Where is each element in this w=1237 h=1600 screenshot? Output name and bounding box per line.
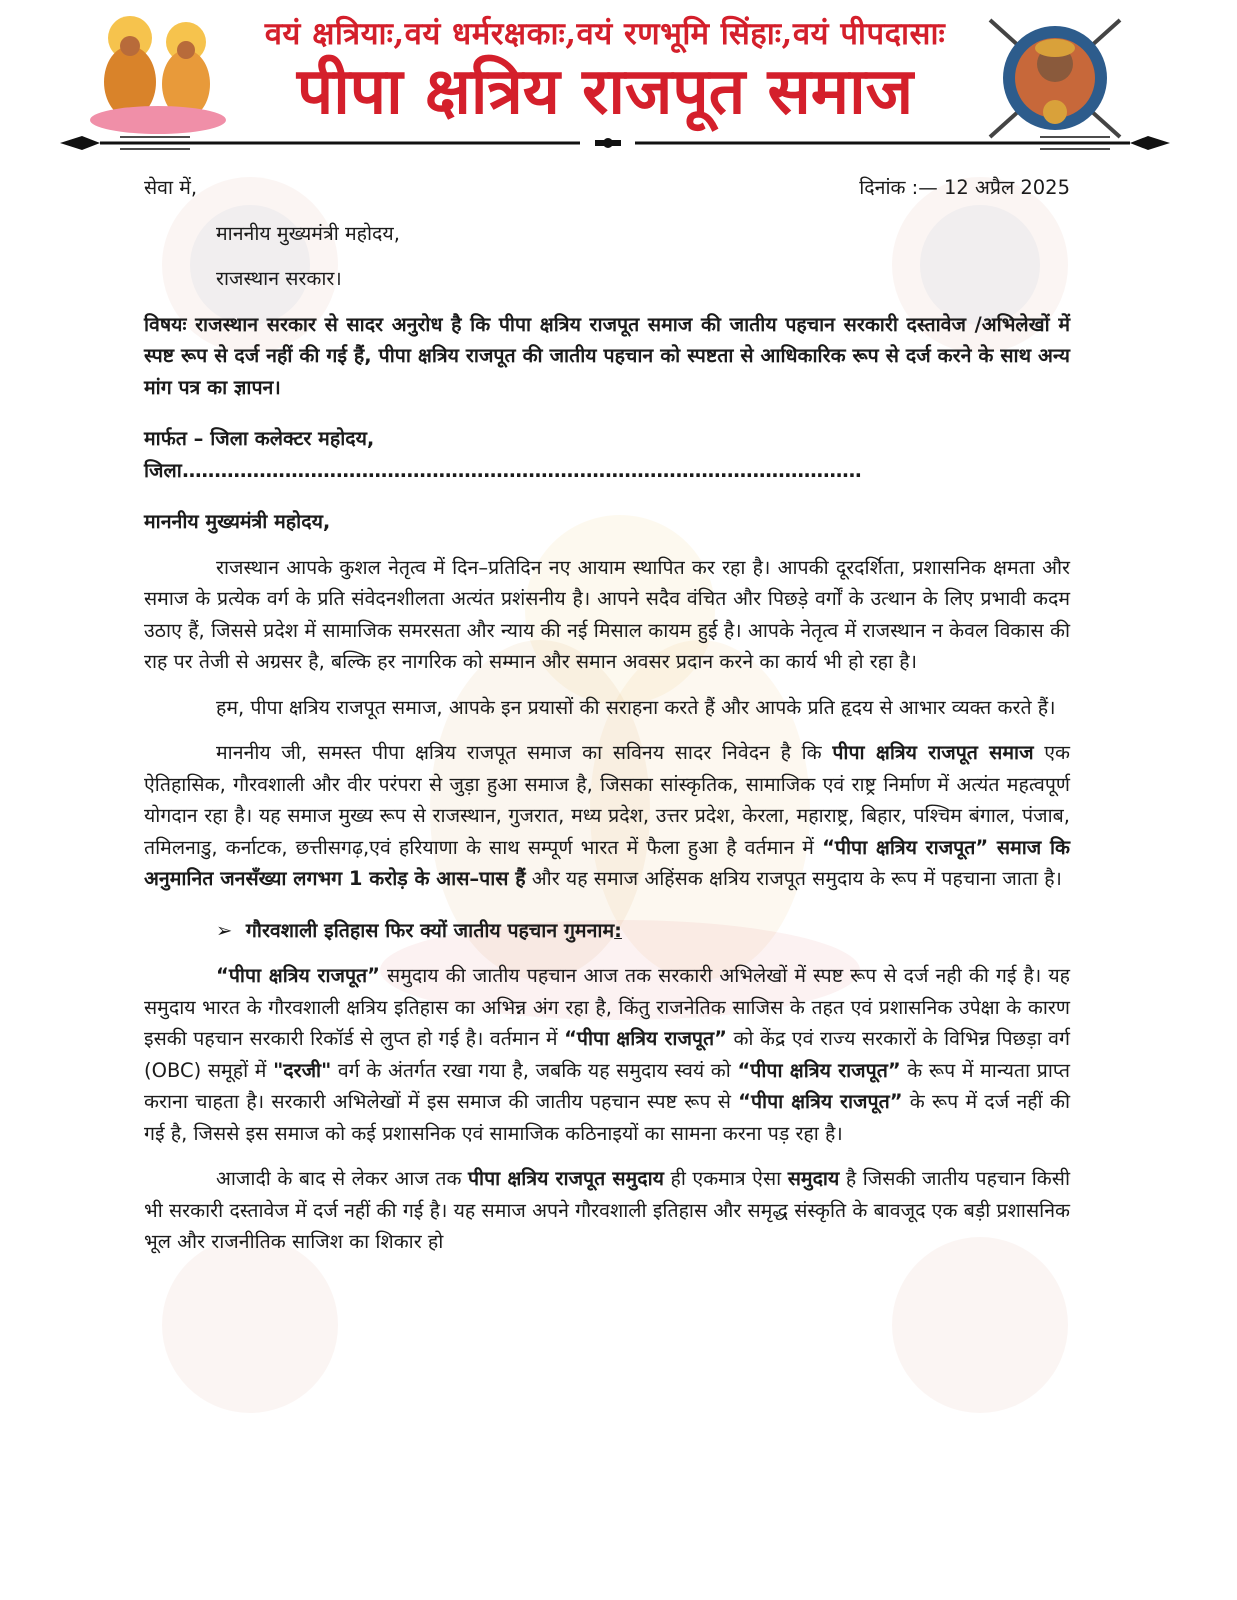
motto: वयं क्षत्रियाः,वयं धर्मरक्षकाः,वयं रणभूमि सिंहाः,वयं पीपदासाः [264, 16, 946, 52]
via-line: मार्फत – जिला कलेक्टर महोदय, जिला.......................................................................................................... [144, 427, 862, 482]
letter-date: दिनांक :— 12 अप्रैल 2025 [859, 176, 1070, 199]
letter-body [144, 172, 1070, 1258]
paragraph-gratitude: हम, पीपा क्षत्रिय राजपूत समाज, आपके इन प्रयासों की सराहना करते हैं और आपके प्रति हृदय से आभार व्यक्त करते हैं। [216, 695, 1056, 719]
salutation: माननीय मुख्यमंत्री महोदय, [144, 510, 331, 533]
letter-subject: विषयः राजस्थान सरकार से सादर अनुरोध है कि पीपा क्षत्रिय राजपूत समाज की जातीय पहचान सरकारी दस्तावेज /अभिलेखों में स्पष्ट रूप से दर्ज नहीं की गई हैं, पीपा क्षत्रिय राजपूत की जातीय पहचान को स्पष्टता से आधिकारिक रूप से दर्ज करने के साथ अन्य मांग पत्र का ज्ञापन। [144, 312, 1070, 399]
warrior-emblem-logo [985, 12, 1125, 142]
via-dots: .......................................................................................................... [181, 458, 862, 482]
ornamental-divider [60, 128, 1170, 158]
to-label: सेवा में, [144, 176, 198, 199]
bullet-arrow-icon: ➢ [216, 918, 233, 942]
section-heading: ➢ गौरवशाली इतिहास फिर क्यों जातीय पहचान गुमनाम: [216, 918, 622, 942]
watermark-emblem-bottom-right [870, 1230, 1090, 1420]
paragraph-community-intro: माननीय जी, समस्त पीपा क्षत्रिय राजपूत समाज का सविनय सादर निवेदन है कि पीपा क्षत्रिय राजपूत समाज एक ऐतिहासिक, गौरवशाली और वीर परंपरा से जुड़ा हुआ समाज है, जिसका सांस्कृतिक, सामाजिक एवं राष्ट्र निर्माण में अत्यंत महत्वपूर्ण योगदान रहा है। यह समाज मुख्य रूप से राजस्थान, गुजरात, मध्य प्रदेश, उत्तर प्रदेश, केरला, महाराष्ट्र, बिहार, पश्चिम बंगाल, पंजाब, तमिलनाडु, कर्नाटक, छत्तीसगढ़,एवं हरियाणा के साथ सम्पूर्ण भारत में फैला हुआ है वर्तमान में “पीपा क्षत्रिय राजपूत” समाज कि अनुमानित जनसँख्या लगभग 1 करोड़ के आस–पास हैं और यह समाज अहिंसक क्षत्रिय राजपूत समुदाय के रूप में पहचाना जाता है। [144, 741, 1070, 890]
watermark-emblem-bottom-left [140, 1230, 360, 1420]
paragraph-identity-issue: “पीपा क्षत्रिय राजपूत” समुदाय की जातीय पहचान आज तक सरकारी अभिलेखों में स्पष्ट रूप से दर्ज नही की गई है। यह समुदाय भारत के गौरवशाली क्षत्रिय इतिहास का अभिन्न अंग रहा है, किंतु राजनेतिक साजिस के तहत एवं प्रशासनिक उपेक्षा के कारण इसकी पहचान सरकारी रिकॉर्ड से लुप्त हो गई है। वर्तमान में “पीपा क्षत्रिय राजपूत” को केंद्र एवं राज्य सरकारों के विभिन्न पिछड़ा वर्ग (OBC) समूहों में "दरजी" वर्ग के अंतर्गत रखा गया है, जबकि यह समुदाय स्वयं को “पीपा क्षत्रिय राजपूत” के रूप में मान्यता प्राप्त कराना चाहता है। सरकारी अभिलेखों में इस समाज की जातीय पहचान स्पष्ट रूप से “पीपा क्षत्रिय राजपूत” के रूप में दर्ज नहीं की गई है, जिससे इस समाज को कई प्रशासनिक एवं सामाजिक कठिनाइयों का सामना करना पड़ रहा है। [144, 964, 1071, 1145]
addressee-line1: माननीय मुख्यमंत्री महोदय, [216, 221, 400, 245]
paragraph-appreciation: राजस्थान आपके कुशल नेतृत्व में दिन–प्रतिदिन नए आयाम स्थापित कर रहा है। आपकी दूरदर्शिता, प्रशासनिक क्षमता और समाज के प्रत्येक वर्ग के प्रति संवेदनशीलता अत्यंत प्रशंसनीय है। आपने सदैव वंचित और पिछड़े वर्गों के उत्थान के लिए प्रभावी कदम उठाए हैं, जिससे प्रदेश में सामाजिक समरसता और न्याय की नई मिसाल कायम हुई है। आपके नेतृत्व में राजस्थान न केवल विकास की राह पर तेजी से अग्रसर है, बल्कि हर नागरिक को सम्मान और समान अवसर प्रदान करने का कार्य भी हो रहा है। [144, 555, 1070, 673]
letterhead [0, 0, 1237, 165]
paragraph-post-independence: आजादी के बाद से लेकर आज तक पीपा क्षत्रिय राजपूत समुदाय ही एकमात्र ऐसा समुदाय है जिसकी जातीय पहचान किसी भी सरकारी दस्तावेज में दर्ज नहीं की गई है। यह समाज अपने गौरवशाली इतिहास और समृद्ध संस्कृति के बावजूद एक बड़ी प्रशासनिक भूल और राजनीतिक साजिश का शिकार हो [144, 1167, 1070, 1253]
org-title: पीपा क्षत्रिय राजपूत समाज [296, 54, 914, 129]
addressee-line2: राजस्थान सरकार। [216, 267, 342, 290]
address-row [144, 172, 1070, 204]
